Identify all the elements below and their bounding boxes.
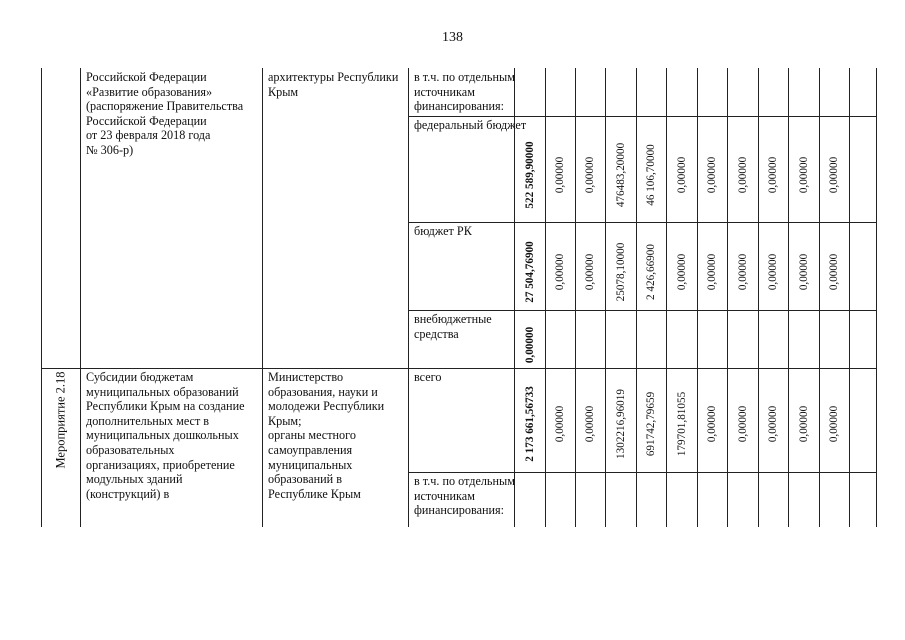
value-cell: 0,00000 xyxy=(584,156,596,194)
column-border xyxy=(788,68,789,527)
source-label: финансирования: xyxy=(414,503,505,518)
column-border xyxy=(727,68,728,527)
value-cell: 0,00000 xyxy=(554,253,566,291)
executor-text-line: Министерство xyxy=(268,370,344,384)
measure-name-line: Субсидии бюджетам xyxy=(86,370,194,384)
page-number: 138 xyxy=(442,30,463,45)
value-cell: 0,00000 xyxy=(828,253,840,291)
value-cell: 179701,81055 xyxy=(675,391,688,457)
column-border xyxy=(41,68,42,527)
value-cell: 0,00000 xyxy=(736,405,749,443)
source-label: всего xyxy=(414,370,442,384)
source-label: финансирования: xyxy=(414,99,505,114)
column-border xyxy=(849,68,850,527)
executor-text-line: самоуправления xyxy=(268,443,353,457)
basis-text-line: № 306-р) xyxy=(86,143,134,157)
value-cell: 0,00000 xyxy=(675,253,688,291)
measure-name-line: организациях, приобретение xyxy=(86,457,235,472)
column-border xyxy=(408,68,409,527)
value-cell: 0,00000 xyxy=(797,156,810,194)
value-cell: 0,00000 xyxy=(767,156,779,194)
executor-text-line: Республике Крым xyxy=(268,486,361,501)
column-border xyxy=(575,68,576,527)
value-cell: 0,00000 xyxy=(828,405,840,443)
source-label: федеральный бюджет xyxy=(414,118,527,132)
column-border xyxy=(514,68,515,527)
value-cell: 0,00000 xyxy=(584,405,596,443)
measure-name-line: муниципальных дошкольных xyxy=(86,428,239,443)
value-cell: 0,00000 xyxy=(736,253,749,291)
value-cell: 0,00000 xyxy=(767,405,779,443)
column-border xyxy=(636,68,637,527)
row-border xyxy=(408,472,876,473)
column-border xyxy=(666,68,667,527)
executor-text-line: образования, науки и xyxy=(268,384,378,399)
measure-name-line: дополнительных мест в xyxy=(86,413,210,428)
executor-text-line: органы местного xyxy=(268,428,356,443)
executor-text-line: Крым xyxy=(268,84,299,99)
basis-text-line: Российской Федерации xyxy=(86,70,207,84)
column-border xyxy=(758,68,759,527)
value-cell: 2 426,66900 xyxy=(645,244,657,300)
value-cell: 0,00000 xyxy=(675,156,688,194)
basis-text-line: (распоряжение Правительства xyxy=(86,99,244,114)
column-border xyxy=(819,68,820,527)
column-border xyxy=(605,68,606,527)
value-cell: 0,00000 xyxy=(767,253,779,291)
value-cell: 1302216,96019 xyxy=(614,389,627,459)
value-cell: 0,00000 xyxy=(797,405,810,443)
value-cell: 46 106,70000 xyxy=(645,144,657,206)
value-cell: 0,00000 xyxy=(584,253,596,291)
measure-label: Мероприятие 2.18 xyxy=(53,371,67,469)
value-cell: 476483,20000 xyxy=(614,142,627,208)
source-label: внебюджетные xyxy=(414,312,492,326)
value-cell: 2 173 661,56733 xyxy=(523,386,536,462)
row-border xyxy=(408,222,876,223)
value-cell: 522 589,90000 xyxy=(523,141,536,209)
value-cell: 0,00000 xyxy=(523,326,536,364)
executor-text-line: образований в xyxy=(268,472,343,487)
measure-name-line: Республики Крым на создание xyxy=(86,399,245,414)
measure-name-line: модульных зданий xyxy=(86,472,183,487)
source-label: в т.ч. по отдельным xyxy=(414,474,515,488)
value-cell: 0,00000 xyxy=(706,253,718,291)
value-cell: 691742,79659 xyxy=(645,391,657,457)
value-cell: 27 504,76900 xyxy=(523,241,536,303)
basis-text-line: от 23 февраля 2018 года xyxy=(86,128,211,143)
value-cell: 0,00000 xyxy=(554,405,566,443)
value-cell: 0,00000 xyxy=(554,156,566,194)
value-cell: 25078,10000 xyxy=(614,242,627,302)
source-label: средства xyxy=(414,326,459,341)
row-border xyxy=(408,116,876,117)
executor-text-line: молодежи Республики xyxy=(268,399,385,414)
basis-text-line: Российской Федерации xyxy=(86,113,207,128)
executor-text-line: архитектуры Республики xyxy=(268,70,399,84)
value-cell: 0,00000 xyxy=(706,156,718,194)
source-label: источникам xyxy=(414,488,475,503)
value-cell: 0,00000 xyxy=(736,156,749,194)
value-cell: 0,00000 xyxy=(828,156,840,194)
source-label: источникам xyxy=(414,84,475,99)
row-border xyxy=(408,310,876,311)
column-border xyxy=(876,68,877,527)
source-label: в т.ч. по отдельным xyxy=(414,70,515,84)
measure-name-line: образовательных xyxy=(86,443,175,457)
column-border xyxy=(545,68,546,527)
source-label: бюджет РК xyxy=(414,224,472,238)
value-cell: 0,00000 xyxy=(706,405,718,443)
column-border xyxy=(697,68,698,527)
measure-name-line: (конструкций) в xyxy=(86,486,170,501)
measure-name-line: муниципальных образований xyxy=(86,384,239,399)
basis-text-line: «Развитие образования» xyxy=(86,84,213,99)
executor-text-line: Крым; xyxy=(268,413,302,428)
executor-text-line: муниципальных xyxy=(268,457,353,472)
value-cell: 0,00000 xyxy=(797,253,810,291)
column-border xyxy=(80,68,81,527)
column-border xyxy=(262,68,263,527)
row-border xyxy=(41,368,876,369)
